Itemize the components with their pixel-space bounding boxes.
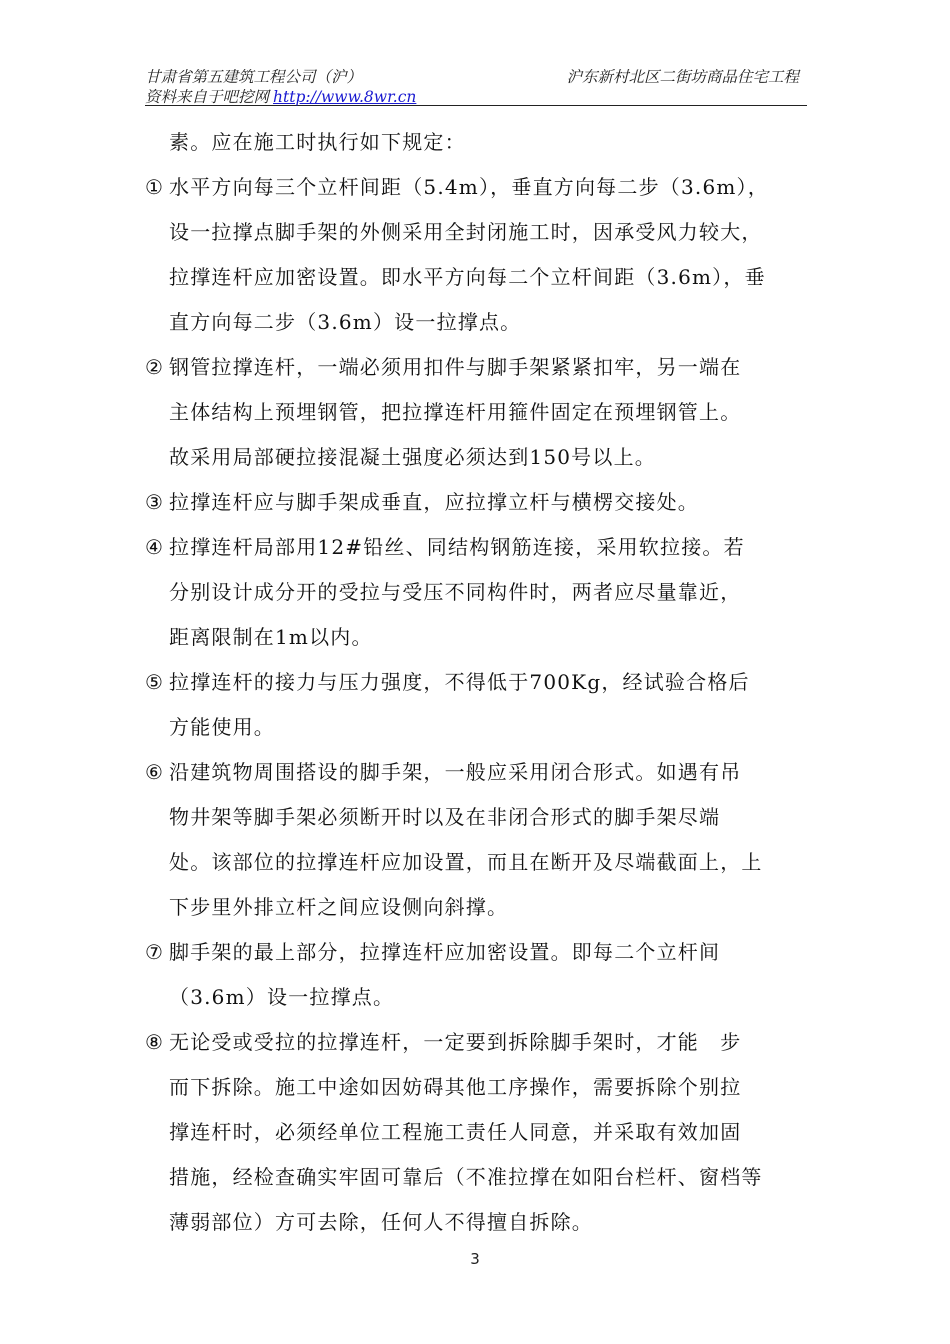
list-item-continuation: [145, 300, 813, 345]
list-item: [145, 1020, 813, 1065]
list-item-continuation: [145, 795, 813, 840]
list-item-continuation: [145, 570, 813, 615]
header-source: [145, 85, 416, 107]
list-item-text: 设一拉撑点脚手架的外侧采用全封闭施工时，因承受风力较大，: [169, 220, 763, 244]
header-source-label: 资料来自于吧挖网: [145, 88, 270, 106]
list-item-text: 拉撑连杆的接力与压力强度，不得低于700Kg，经试验合格后: [169, 670, 750, 694]
list-item-number: ⑦: [145, 940, 165, 964]
header-company: 甘肃省第五建筑工程公司（沪）: [145, 68, 363, 86]
list-item-number: ④: [145, 535, 165, 559]
list-item: [145, 480, 813, 525]
list-item-text: 而下拆除。施工中途如因妨碍其他工序操作，需要拆除个别拉: [169, 1075, 742, 1099]
header-source-link[interactable]: http://www.8wr.cn: [273, 88, 417, 106]
list-item-text: 拉撑连杆局部用12#铅丝、同结构钢筋连接，采用软拉接。若: [169, 535, 745, 559]
list-item-number: ②: [145, 355, 165, 379]
list-item-text: 撑连杆时，必须经单位工程施工责任人同意，并采取有效加固: [169, 1120, 742, 1144]
list-item-continuation: [145, 210, 813, 255]
list-item: [145, 660, 813, 705]
list-item-text: 故采用局部硬拉接混凝土强度必须达到150号以上。: [169, 445, 656, 469]
list-item-number: ⑧: [145, 1030, 165, 1054]
page-number: 3: [470, 1250, 480, 1268]
list-item-text: 处。该部位的拉撑连杆应加设置，而且在断开及尽端截面上，上: [169, 850, 763, 874]
list-item-text: 主体结构上预埋钢管，把拉撑连杆用箍件固定在预埋钢管上。: [169, 400, 742, 424]
list-item-continuation: [145, 1110, 813, 1155]
list-item-number: ⑤: [145, 670, 165, 694]
list-item-text: 物井架等脚手架必须断开时以及在非闭合形式的脚手架尽端: [169, 805, 721, 829]
list-item-text: 钢管拉撑连杆，一端必须用扣件与脚手架紧紧扣牢，另一端在: [169, 355, 742, 379]
list-item-text: 方能使用。: [169, 715, 275, 739]
list-item-text: （3.6m）设一拉撑点。: [169, 985, 395, 1009]
list-item-continuation: [145, 1155, 813, 1200]
list-item-text: 措施，经检查确实牢固可靠后（不准拉撑在如阳台栏杆、窗档等: [169, 1165, 763, 1189]
list-item-text: 分别设计成分开的受拉与受压不同构件时，两者应尽量靠近，: [169, 580, 742, 604]
list-item-continuation: [145, 1065, 813, 1110]
list-item-text: 无论受或受拉的拉撑连杆，一定要到拆除脚手架时，才能 步: [169, 1030, 742, 1054]
list-item-continuation: [145, 840, 813, 885]
list-item-text: 拉撑连杆应加密设置。即水平方向每二个立杆间距（3.6m），垂: [169, 265, 766, 289]
page-header: [145, 63, 807, 106]
list-item: [145, 930, 813, 975]
list-item-text: 距离限制在1m以内。: [169, 625, 373, 649]
list-item-text: 下步里外排立杆之间应设侧向斜撑。: [169, 895, 509, 919]
list-item-number: ⑥: [145, 760, 165, 784]
list-item-text: 拉撑连杆应与脚手架成垂直，应拉撑立杆与横楞交接处。: [169, 490, 699, 514]
list-item: [145, 345, 813, 390]
list-item-continuation: [145, 435, 813, 480]
list-item-continuation: [145, 885, 813, 930]
list-item: [145, 165, 813, 210]
lead-line: [145, 120, 813, 165]
list-item-text: 直方向每二步（3.6m）设一拉撑点。: [169, 310, 522, 334]
list-item-text: 水平方向每三个立杆间距（5.4m），垂直方向每二步（3.6m），: [169, 175, 769, 199]
list-item-continuation: [145, 975, 813, 1020]
lead-text: 素。应在施工时执行如下规定：: [169, 130, 466, 154]
list-item: [145, 750, 813, 795]
list-item-continuation: [145, 1200, 813, 1245]
header-project: 沪东新村北区二街坊商品住宅工程: [566, 68, 799, 86]
list-item-continuation: [145, 705, 813, 750]
list-item-text: 脚手架的最上部分，拉撑连杆应加密设置。即每二个立杆间: [169, 940, 721, 964]
list-item-number: ③: [145, 490, 165, 514]
list-item-number: ①: [145, 175, 165, 199]
list-item-text: 沿建筑物周围搭设的脚手架，一般应采用闭合形式。如遇有吊: [169, 760, 742, 784]
list-item-text: 薄弱部位）方可去除，任何人不得擅自拆除。: [169, 1210, 593, 1234]
list-item: [145, 525, 813, 570]
document-body: [145, 120, 813, 1245]
list-item-continuation: [145, 615, 813, 660]
list-item-continuation: [145, 255, 813, 300]
list-item-continuation: [145, 390, 813, 435]
